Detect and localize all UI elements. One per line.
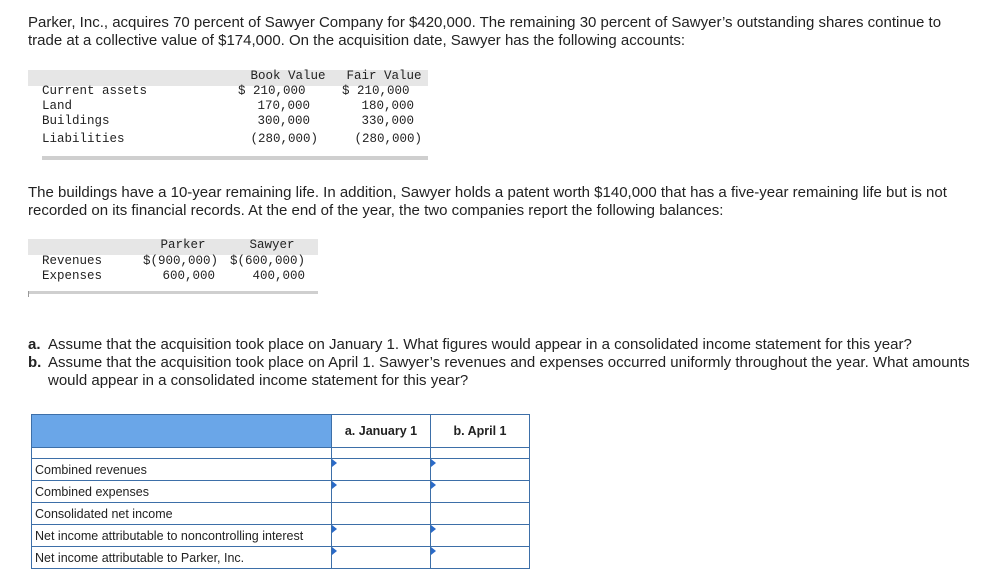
book-value: 170,000 [257, 99, 310, 113]
input-marker-icon [332, 547, 337, 555]
row-label: Land [42, 99, 73, 113]
row-parker-net-income: Net income attributable to Parker, Inc. [32, 547, 332, 569]
row-combined-revenues: Combined revenues [32, 459, 332, 481]
question-a: a. Assume that the acquisition took place on January 1. What figures would appear in a consolidated income statement for this year? [28, 336, 912, 353]
question-b: b. Assume that the acquisition took place on April 1. Sawyer’s revenues and expenses occurred uniformly throughout the year. What amounts would appear in a consolidated income statement for this year? [28, 354, 970, 389]
input-marker-icon [431, 547, 436, 555]
fair-value: 180,000 [361, 99, 414, 113]
row-label: Revenues [42, 254, 103, 268]
row-combined-expenses: Combined expenses [32, 481, 332, 503]
fair-value: 330,000 [361, 114, 414, 128]
april-parker-net-income-input[interactable] [431, 547, 529, 568]
balances-table [28, 229, 318, 299]
row-label: Liabilities [42, 132, 125, 146]
table-bottom-bar [42, 156, 428, 160]
january-consolidated-net-income-input[interactable] [332, 503, 430, 524]
table-bottom-bar [28, 291, 318, 294]
table-row [32, 459, 530, 481]
sawyer-value: $(600,000) [230, 254, 306, 268]
question-list [28, 336, 978, 390]
input-marker-icon [332, 525, 337, 533]
january-combined-revenues-input[interactable] [332, 459, 430, 480]
table-row [32, 525, 530, 547]
input-marker-icon [332, 459, 337, 467]
fair-value: $ 210,000 [342, 84, 410, 98]
accounts-table [28, 60, 428, 162]
parker-value: 600,000 [162, 269, 215, 283]
row-label: Buildings [42, 114, 110, 128]
book-value: 300,000 [257, 114, 310, 128]
april-consolidated-net-income-input[interactable] [431, 503, 529, 524]
intro-paragraph: Parker, Inc., acquires 70 percent of Sawyer Company for $420,000. The remaining 30 percent of Sawyer’s outstanding shares continue to trade at a collective value of $174,000. On the acquisition date, Sawyer has the following accounts: [28, 14, 942, 49]
column-january-1: a. January 1 [332, 415, 431, 448]
parker-value: $(900,000) [143, 254, 219, 268]
parker-header: Parker [160, 238, 206, 252]
book-value-header: Book Value [250, 69, 326, 83]
row-nci-net-income: Net income attributable to noncontrolling interest [32, 525, 332, 547]
april-nci-net-income-input[interactable] [431, 525, 529, 546]
january-nci-net-income-input[interactable] [332, 525, 430, 546]
row-consolidated-net-income: Consolidated net income [32, 503, 332, 525]
april-combined-expenses-input[interactable] [431, 481, 529, 502]
fair-value: (280,000) [354, 132, 422, 146]
sawyer-value: 400,000 [252, 269, 305, 283]
table-row [32, 503, 530, 525]
table-row [32, 547, 530, 569]
middle-paragraph: The buildings have a 10-year remaining life. In addition, Sawyer holds a patent worth $140,000 that has a five-year remaining life but is not recorded on its financial records. At the end of the year, the two companies report the following balances: [28, 184, 947, 219]
fair-value-header: Fair Value [346, 69, 422, 83]
column-april-1: b. April 1 [431, 415, 530, 448]
input-marker-icon [431, 525, 436, 533]
row-label: Expenses [42, 269, 103, 283]
book-value: $ 210,000 [238, 84, 306, 98]
table-row [32, 481, 530, 503]
book-value: (280,000) [250, 132, 318, 146]
answer-table [31, 414, 530, 569]
row-label: Current assets [42, 84, 148, 98]
sawyer-header: Sawyer [249, 238, 295, 252]
april-combined-revenues-input[interactable] [431, 459, 529, 480]
answer-table-header [32, 415, 530, 448]
input-marker-icon [431, 481, 436, 489]
january-combined-expenses-input[interactable] [332, 481, 430, 502]
january-parker-net-income-input[interactable] [332, 547, 430, 568]
input-marker-icon [332, 481, 337, 489]
input-marker-icon [431, 459, 436, 467]
